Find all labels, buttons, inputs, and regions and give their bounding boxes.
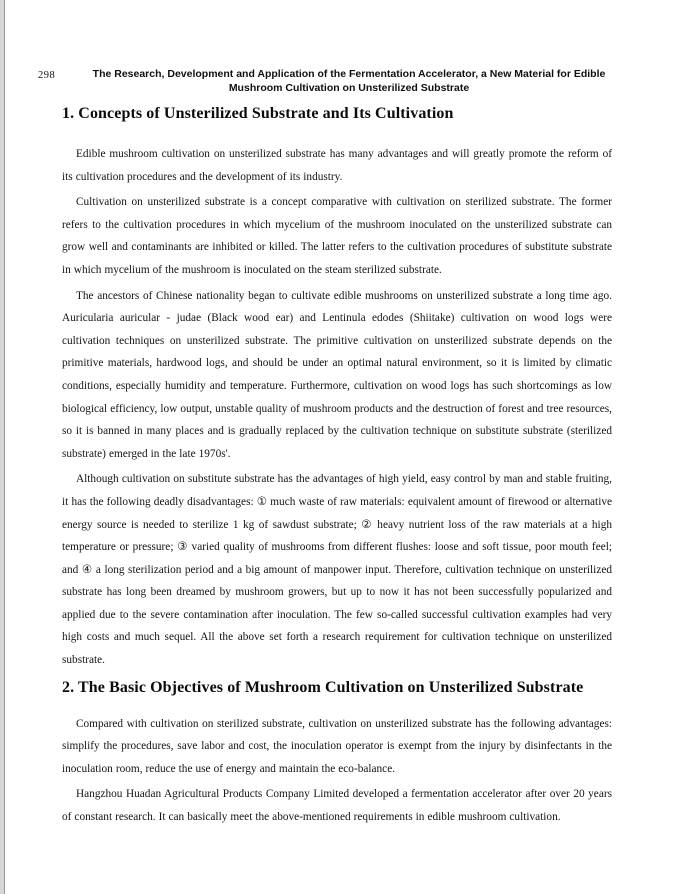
- page-content: [38, 68, 612, 832]
- section-2-paragraph-1: Compared with cultivation on sterilized substrate, cultivation on unsterilized substrate has the following advantages: simplify the procedures, save labor and cost, the inoculation operator is exempt from the injury by disinfectants in the inoculation room, reduce the use of energy and maintain the eco-balance.: [62, 717, 612, 775]
- section-2-paragraph-2: Hangzhou Huadan Agricultural Products Company Limited developed a fermentation accelerator after over 20 years of constant research. It can basically meet the above-mentioned requirements in edible mushroom cultivation.: [62, 788, 612, 824]
- page-number: 298: [38, 70, 56, 81]
- section-2-heading: 2. The Basic Objectives of Mushroom Cultivation on Unsterilized Substrate: [62, 678, 584, 696]
- page-edge-shadow: [0, 0, 5, 894]
- section-1-paragraph-4: Although cultivation on substitute substrate has the advantages of high yield, easy control by man and stable fruiting, it has the following deadly disadvantages: ① much waste of raw materials: equivalent amount of firewood or alternative energy source is needed to sterilize 1 kg of sawdust substrate; ② heavy nutrient loss of the raw materials at a high temperature or pressure; ③ varied quality of mushrooms from different flushes: loose and soft tissue, poor mouth feel; and ④ a long sterilization period and a big amount of manpower input. Therefore, cultivation technique on unsterilized substrate has long been dreamed by mushroom growers, but up to now it has not been successfully popularized and applied due to the severe contamination after inoculation. The few so-called successful cultivation examples had very high costs and much sequel. All the above set forth a research requirement for cultivation technique on unsterilized substrate.: [62, 473, 612, 667]
- running-title-line1: The Research, Development and Application of the Fermentation Accelerator, a New Material for Edible: [92, 68, 606, 80]
- section-1-paragraph-2: Cultivation on unsterilized substrate is a concept comparative with cultivation on sterilized substrate. The former refers to the cultivation procedures in which mycelium of the mushroom inoculated on the unsterilized substrate can grow well and contaminants are inhibited or killed. The latter refers to the cultivation procedures of substitute substrate in which mycelium of the mushroom is inoculated on the steam sterilized substrate.: [62, 196, 612, 276]
- page-header: [38, 68, 612, 95]
- section-1-paragraph-1: Edible mushroom cultivation on unsterilized substrate has many advantages and will greatly promote the reform of its cultivation procedures and the development of its industry.: [62, 148, 612, 183]
- section-1-paragraph-3: The ancestors of Chinese nationality began to cultivate edible mushrooms on unsterilized substrate a long time ago. Auricularia auricular - judae (Black wood ear) and Lentinula edodes (Shiitake) cultivation on wood logs were cultivation techniques on unsterilized substrate. The primitive cultivation on unsterilized substrate depends on the primitive materials, hardwood logs, and should be under an optimal natural environment, so it is limited by climatic conditions, especially humidity and temperature. Furthermore, cultivation on wood logs has such shortcomings as low biological efficiency, low output, unstable quality of mushroom products and the destruction of forest and tree resources, so it is banned in many places and is gradually replaced by the cultivation technique on substitute substrate (sterilized substrate) emerged in the late 1970s'.: [62, 289, 612, 460]
- section-1-heading: 1. Concepts of Unsterilized Substrate and Its Cultivation: [62, 105, 454, 122]
- running-title-line2: Mushroom Cultivation on Unsterilized Substrate: [228, 81, 470, 94]
